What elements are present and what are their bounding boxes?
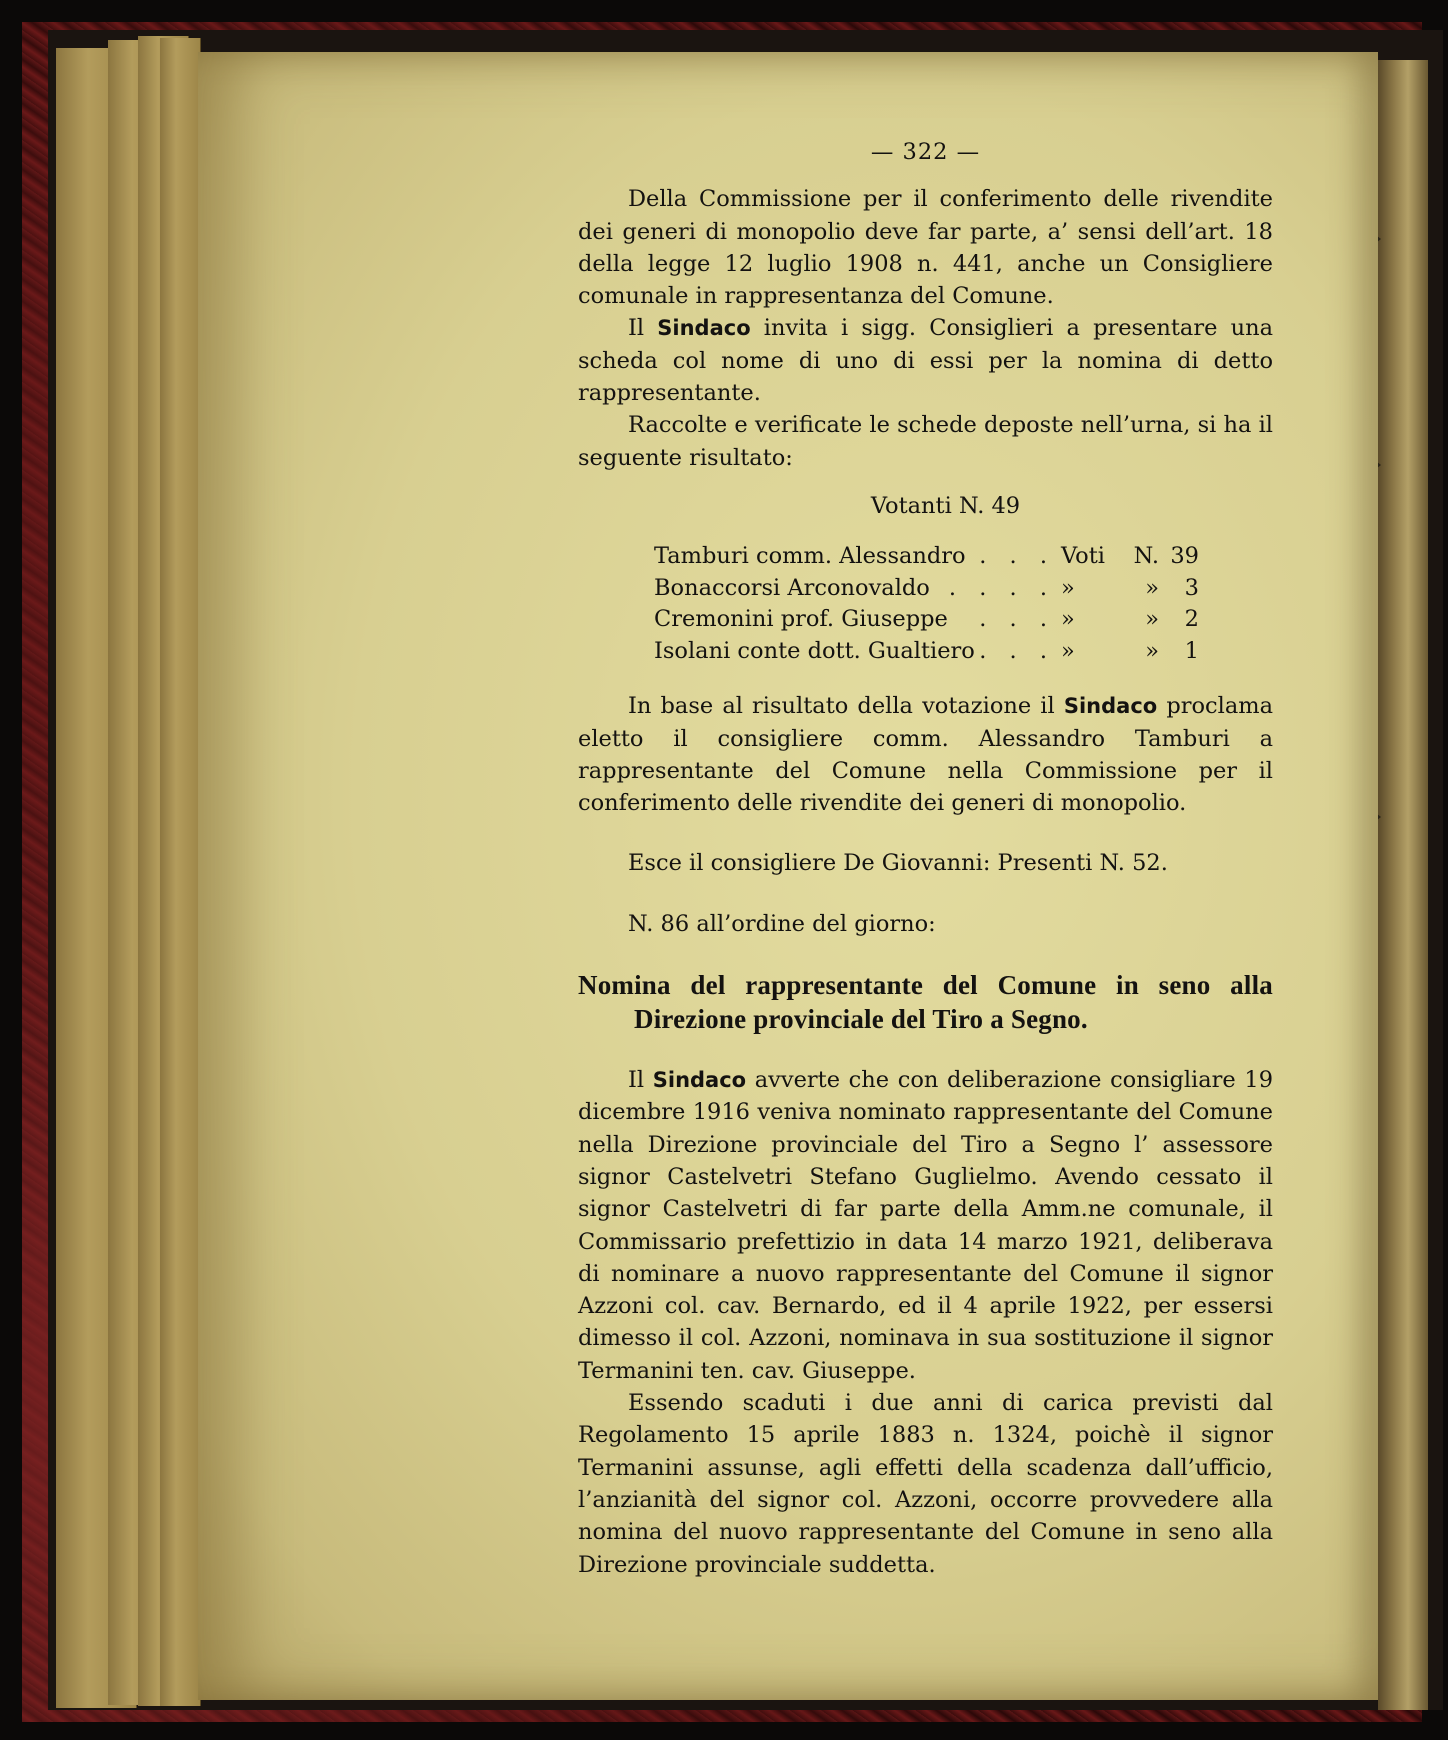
speaker-name: Sindaco: [657, 316, 751, 341]
candidate-name: Cremonini prof. Giuseppe: [654, 606, 948, 633]
candidate-name: Bonaccorsi Arconovaldo: [654, 574, 930, 601]
leader-dots: . . .: [979, 543, 1055, 570]
vote-count: 3: [1184, 574, 1199, 601]
page-text: [578, 136, 1273, 1581]
vote-label: [1061, 572, 1159, 604]
right-page-edge: [1378, 60, 1428, 1710]
vote-row: [654, 572, 1199, 604]
spacer: [578, 819, 1273, 847]
leader-dots: . . .: [979, 637, 1055, 664]
vote-label-abbr: »: [1145, 574, 1159, 601]
paragraph-text: In base al risultato della votazione il: [628, 693, 1055, 720]
speaker-name: Sindaco: [1063, 694, 1158, 719]
page-number: — 322 —: [870, 139, 981, 165]
voters-count: Votanti N. 49: [870, 492, 1021, 519]
candidate-name: Isolani conte dott. Gualtiero: [654, 637, 975, 664]
spacer: [578, 1036, 1273, 1064]
paragraph-proclamation: [578, 690, 1273, 819]
spacer: [578, 880, 1273, 908]
vote-label: [1061, 603, 1159, 635]
vote-label-abbr: »: [1145, 606, 1159, 633]
vote-count: 39: [1170, 543, 1199, 570]
paragraph-text: Il: [628, 1067, 645, 1094]
vote-label-word: »: [1061, 606, 1075, 633]
spacer: [578, 666, 1273, 690]
vote-count: 1: [1184, 637, 1199, 664]
exit-note: Esce il consigliere De Giovanni: Presenti N. 52.: [628, 850, 1168, 877]
vote-row: [654, 540, 1199, 572]
vote-label-abbr: N.: [1133, 543, 1159, 570]
paragraph-text: proclama eletto il consigliere comm. Alessandro Tamburi a rappresentante del Comune nella Commissione per il conferimento delle rivendite dei generi di monopolio.: [578, 693, 1274, 817]
paragraph-scadenza: Essendo scaduti i due anni di carica previsti dal Regolamento 15 aprile 1883 n. 1324, poichè il signor Termanini assunse, agli effetti della scadenza dall’ufficio, l’anzianità del signor col. Azzoni, occorre provvedere alla nomina del nuovo rappresentante del Comune in seno alla Direzione provinciale suddetta.: [578, 1390, 1273, 1578]
agenda-item: N. 86 all’ordine del giorno:: [628, 910, 936, 937]
paragraph-text: invita i sigg. Consiglieri a presentare una scheda col nome di uno di essi per la nomina di detto rappresentante.: [578, 315, 1273, 407]
paragraph-sindaco-invita: [578, 312, 1273, 409]
section-heading: Nomina del rappresentante del Comune in seno alla Direzione provinciale del Tiro a Segno.: [578, 970, 1273, 1035]
paragraph-commissione: Della Commissione per il conferimento delle rivendite dei generi di monopolio deve far parte, a’ sensi dell’art. 18 della legge 12 luglio 1908 n. 441, anche un Consigliere comunale in rappresentanza del Comune.: [578, 186, 1273, 310]
paragraph-sindaco-avverte: [578, 1064, 1273, 1387]
vote-results-table: [654, 540, 1199, 666]
paragraph-text: avverte che con deliberazione consigliare 19 dicembre 1916 veniva nominato rappresentante del Comune nella Direzione provinciale del Tiro a Segno l’ assessore signor Castelvetri Stefano Guglielmo. Avendo cessato il signor Castelvetri di far parte della Amm.ne comunale, il Commissario prefettizio in data 14 marzo 1921, deliberava di nominare a nuovo rappresentante del Comune il signor Azzoni col. cav. Bernardo, ed il 4 aprile 1922, per essersi dimesso il col. Azzoni, nominava in sua sostituzione il signor Termanini ten. cav. Giuseppe.: [578, 1067, 1274, 1384]
vote-label-word: »: [1061, 637, 1075, 664]
vote-label-word: Voti: [1061, 543, 1105, 570]
page-edge: [160, 38, 201, 1706]
vote-label: [1061, 540, 1159, 572]
vote-label-abbr: »: [1145, 637, 1159, 664]
speaker-name: Sindaco: [652, 1068, 747, 1093]
vote-label-word: »: [1061, 574, 1075, 601]
vote-row: [654, 635, 1199, 667]
vote-count: 2: [1184, 606, 1199, 633]
leader-dots: . . . .: [948, 574, 1055, 601]
candidate-name: Tamburi comm. Alessandro: [654, 543, 966, 570]
spacer: [578, 940, 1273, 968]
paragraph-text: Il: [628, 315, 645, 342]
vote-label: [1061, 635, 1159, 667]
leader-dots: . . .: [979, 606, 1055, 633]
vote-row: [654, 603, 1199, 635]
paragraph-raccolte: Raccolte e verificate le schede deposte nell’urna, si ha il seguente risultato:: [578, 412, 1273, 471]
